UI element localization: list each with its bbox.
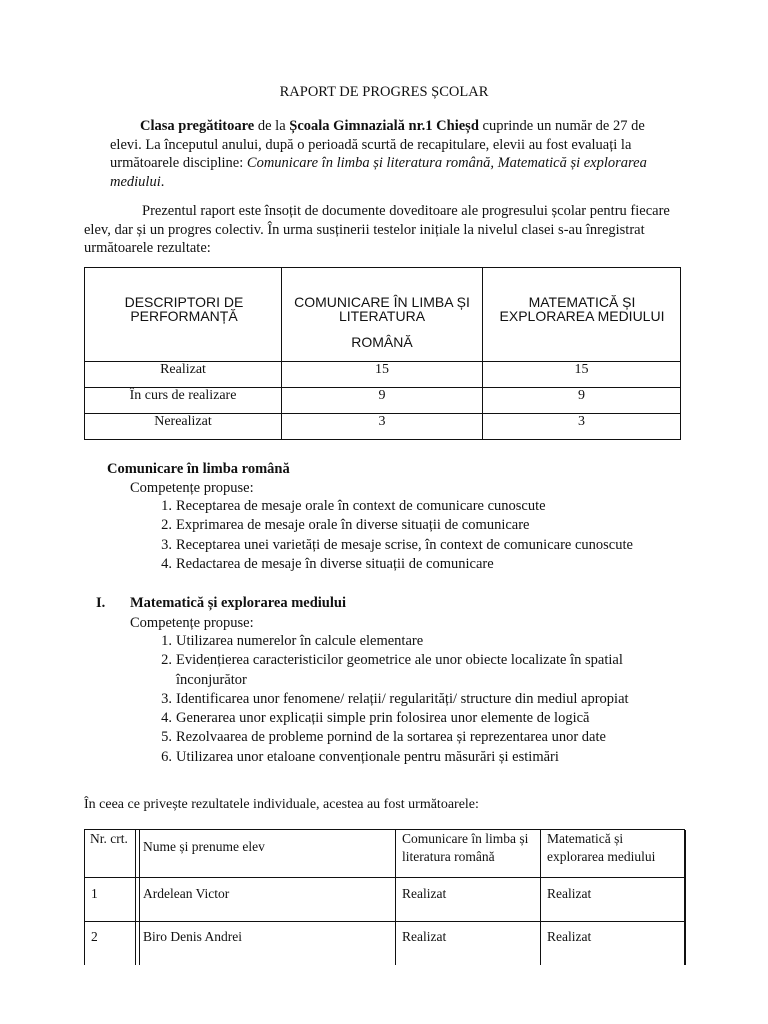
row-value-com: 3 [378,414,386,429]
header-nr: Nr. crt. [90,831,128,846]
summary-table [84,267,681,440]
row-label: În curs de realizare [129,388,237,403]
competences-label: Competențe propuse: [130,480,254,496]
intro-end: . [160,173,165,190]
list-item: 5. Rezolvaarea de probleme pornind de la sortarea și reprezentarea unor date [161,729,606,746]
list-item: 3. Receptarea unei varietăți de mesaje scrise, în context de comunicare cunoscute [161,536,633,553]
header-mathematics: MATEMATICĂ ȘI EXPLORAREA MEDIULUI [499,294,665,324]
row-value-com: 9 [378,388,386,403]
row-value-com: 15 [375,362,389,377]
header-communication: COMUNICARE ÎN LIMBA ȘI LITERATURA [294,294,470,324]
intro-paragraph [110,117,670,191]
report-paragraph [84,202,684,258]
table-row-com: Realizat [402,929,447,944]
row-label: Nerealizat [154,414,212,429]
table-row-nr: 2 [91,929,98,944]
student-results-table [84,829,685,965]
school-name: Școala Gimnazială nr.1 Chieșd [289,118,479,134]
report-paragraph-text: Prezentul raport este însoțit de documente doveditoare ale progresului școlar pentru fiecare elev, dar și un progres colectiv. În urma susținerii testelor inițiale la nivelul clasei s-au înregistrat următoarele rezultate: [84,203,670,256]
list-item: 2. Exprimarea de mesaje orale în diverse situații de comunicare [161,517,530,534]
table-row-name: Ardelean Victor [143,886,230,901]
page-title: RAPORT DE PROGRES ȘCOLAR [279,84,489,100]
intro-text-1: de la [254,118,290,134]
intro-text-2: cuprinde un număr de 27 de elevi. La începutul anului, după o perioadă scurtă de recapitulare, elevii au fost evaluați la următoarele discipline: [110,118,645,171]
list-item: 4. Redactarea de mesaje în diverse situații de comunicare [161,555,494,572]
row-label: Realizat [160,362,206,377]
list-item: 1. Utilizarea numerelor în calcule elementare [161,633,424,649]
class-name: Clasa pregătitoare [140,118,255,134]
list-item: 4. Generarea unor explicații simple prin folosirea unor elemente de logică [161,710,590,727]
list-item: 6. Utilizarea unor etaloane convenționale pentru măsurări și estimări [161,748,559,765]
section-roman-numeral: I. [96,595,106,611]
row-value-mat: 15 [574,362,589,377]
header-mathematics: Matematică și explorarea mediului [547,831,656,864]
table-row-mat: Realizat [547,929,592,944]
table-row-name: Biro Denis Andrei [143,929,242,944]
table-row-com: Realizat [402,886,447,901]
header-communication-line2: ROMÂNĂ [351,334,413,350]
table-row-mat: Realizat [547,886,592,901]
list-item: 3. Identificarea unor fenomene/ relații/ regularități/ structure din mediul apropiat [161,690,629,707]
section-heading-communication: Comunicare în limba română [107,461,290,477]
header-descriptors: DESCRIPTORI DE PERFORMANȚĂ [124,294,244,324]
section-heading-mathematics: Matematică și explorarea mediului [130,595,346,611]
mathematics-competences-list [161,632,696,767]
table-row-nr: 1 [91,886,98,901]
communication-competences-list [161,497,716,574]
disciplines-list: Comunicare în limba și literatura română, Matematică și explorarea mediului [110,155,647,190]
list-item: 1. Receptarea de mesaje orale în context de comunicare cunoscute [161,498,546,514]
header-name: Nume și prenume elev [143,839,265,854]
header-communication: Comunicare în limba și literatura română [402,831,529,864]
row-value-mat: 9 [578,388,585,403]
individual-results-intro: În ceea ce privește rezultatele individuale, acestea au fost următoarele: [84,797,479,812]
row-value-mat: 3 [578,414,585,429]
list-item: 2. Evidențierea caracteristicilor geometrice ale unor obiecte localizate în spatial înconjurător [161,652,623,688]
competences-label: Competențe propuse: [130,615,254,631]
